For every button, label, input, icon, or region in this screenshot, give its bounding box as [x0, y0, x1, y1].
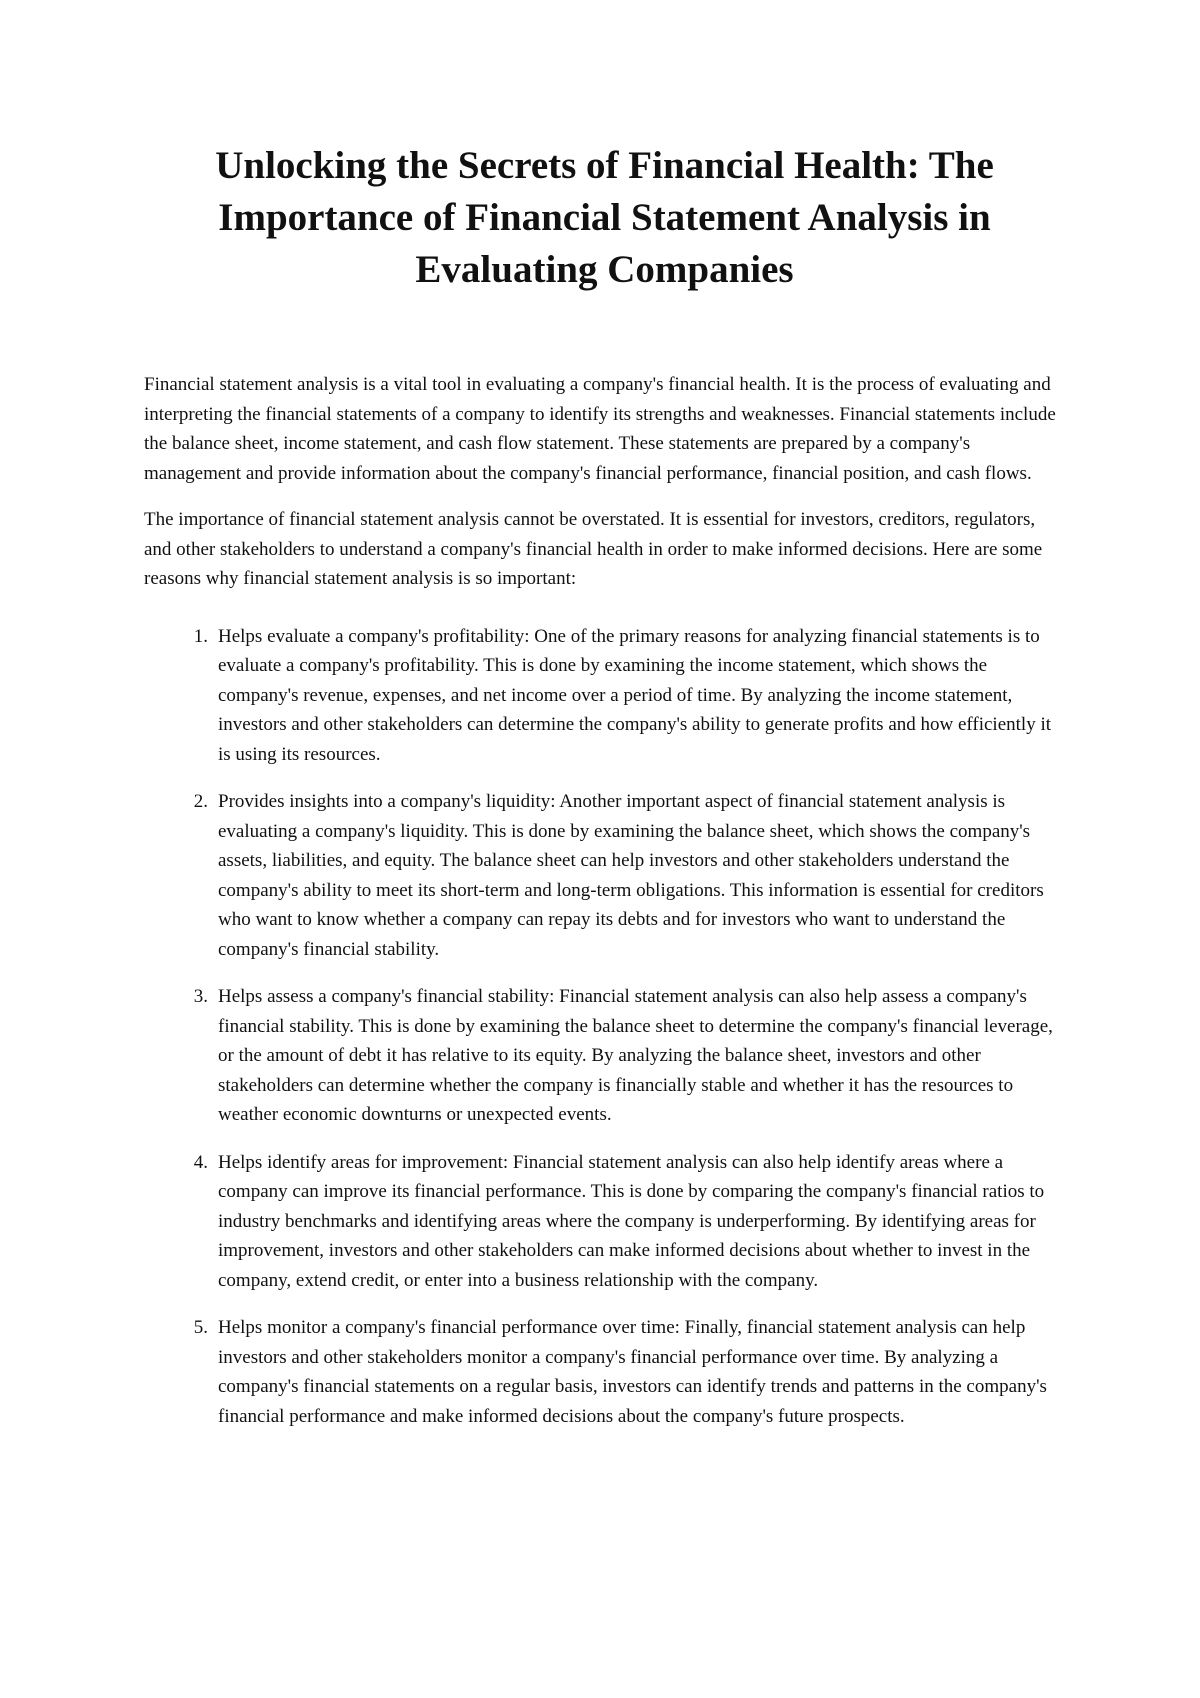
reasons-list [144, 622, 1065, 1432]
list-item [193, 982, 1065, 1130]
list-item-text: Provides insights into a company's liquidity: Another important aspect of financial statement analysis is evaluating a company's liquidity. This is done by examining the balance sheet, which shows the company's assets, liabilities, and equity. The balance sheet can help investors and other stakeholders understand the company's ability to meet its short-term and long-term obligations. This information is essential for creditors who want to know whether a company can repay its debts and for investors who want to understand the company's financial stability. [218, 791, 1044, 960]
list-item-text: Helps assess a company's financial stability: Financial statement analysis can also help assess a company's financial stability. This is done by examining the balance sheet to determine the company's financial leverage, or the amount of debt it has relative to its equity. By analyzing the balance sheet, investors and other stakeholders can determine whether the company is financially stable and whether it has the resources to weather economic downturns or unexpected events. [218, 986, 1053, 1125]
list-item [193, 1148, 1065, 1296]
list-item-text: Helps evaluate a company's profitability: One of the primary reasons for analyzing financial statements is to evaluate a company's profitability. This is done by examining the income statement, which shows the company's revenue, expenses, and net income over a period of time. By analyzing the income statement, investors and other stakeholders can determine the company's ability to generate profits and how efficiently it is using its resources. [218, 625, 1052, 765]
list-item [193, 622, 1065, 770]
document-body [144, 370, 1065, 1431]
list-item-number: 2. [193, 791, 208, 812]
importance-paragraph: The importance of financial statement analysis cannot be overstated. It is essential for investors, creditors, regulators, and other stakeholders to understand a company's financial health in order to make informed decisions. Here are some reasons why financial statement analysis is so important: [144, 509, 1043, 589]
list-item-text: Helps identify areas for improvement: Financial statement analysis can also help identify areas where a company can improve its financial performance. This is done by comparing the company's financial ratios to industry benchmarks and identifying areas where the company is underperforming. By identifying areas for improvement, investors and other stakeholders can make informed decisions about whether to invest in the company, extend credit, or enter into a business relationship with the company. [218, 1151, 1045, 1291]
list-item-number: 5. [193, 1317, 208, 1338]
list-item-number: 1. [193, 625, 208, 647]
list-item-number: 4. [193, 1151, 208, 1173]
list-item-number: 3. [193, 986, 208, 1007]
intro-paragraph: Financial statement analysis is a vital tool in evaluating a company's financial health. It is the process of evaluating and interpreting the financial statements of a company to identify its strengths and weaknesses. Financial statements include the balance sheet, income statement, and cash flow statement. These statements are prepared by a company's management and provide information about the company's financial performance, financial position, and cash flows. [144, 374, 1056, 484]
list-item [193, 787, 1065, 964]
document-title: Unlocking the Secrets of Financial Health: The Importance of Financial Statement Analysis in Evaluating Companies [215, 144, 994, 291]
list-item [193, 1313, 1065, 1431]
list-item-text: Helps monitor a company's financial performance over time: Finally, financial statement analysis can help investors and other stakeholders monitor a company's financial performance over time. By analyzing a company's financial statements on a regular basis, investors can identify trends and patterns in the company's financial performance and make informed decisions about the company's future prospects. [218, 1317, 1047, 1427]
